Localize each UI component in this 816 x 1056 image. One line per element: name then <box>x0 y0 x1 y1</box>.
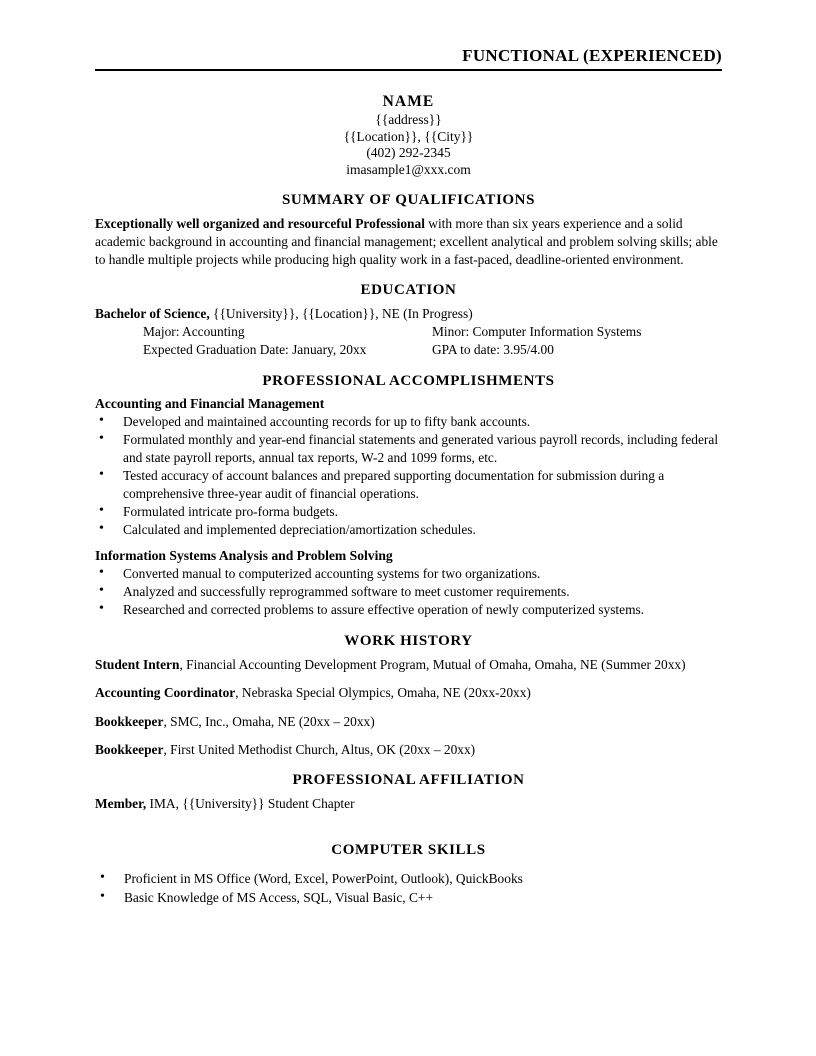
work-history-role: Bookkeeper <box>95 742 164 758</box>
work-history-detail: , First United Methodist Church, Altus, OK (20xx – 20xx) <box>163 742 476 758</box>
work-history-list <box>95 656 722 759</box>
document-type-header: FUNCTIONAL (EXPERIENCED) <box>462 46 722 65</box>
summary-body: with more than six years experience and a solid academic background in accounting and financial management; excellent analytical and problem solving skills; able to handle multiple projects while producing high quality work in a fast-paced, deadline-oriented environment. <box>95 216 718 267</box>
work-history-role: Bookkeeper <box>95 713 164 729</box>
education-major-minor-row <box>95 323 722 341</box>
education-gpa: GPA to date: 3.95/4.00 <box>432 342 554 358</box>
work-history-entry <box>95 684 722 701</box>
contact-address: {{address}} <box>375 112 442 128</box>
section-heading-work-history: WORK HISTORY <box>344 632 473 649</box>
affiliation-entry <box>95 795 722 812</box>
list-item: • Formulated monthly and year-end financial statements and generated various payroll records, including federal and state payroll reports, annual tax reports, W-2 and 1099 forms, etc. <box>95 431 722 467</box>
education-major: Major: Accounting <box>143 324 245 340</box>
list-item: • Developed and maintained accounting records for up to fifty bank accounts. <box>95 413 722 431</box>
education-degree-line <box>95 305 722 323</box>
contact-block <box>95 93 722 179</box>
work-history-entry <box>95 656 722 673</box>
section-heading-affiliation: PROFESSIONAL AFFILIATION <box>292 772 525 789</box>
accomplishments-list-accounting <box>95 413 722 539</box>
section-heading-education: EDUCATION <box>360 282 457 299</box>
education-graduation-date: Expected Graduation Date: January, 20xx <box>143 342 367 358</box>
contact-phone: (402) 292-2345 <box>366 145 451 161</box>
list-item: • Researched and corrected problems to assure effective operation of newly computerized systems. <box>95 601 722 619</box>
spacer <box>95 824 722 828</box>
header-divider <box>95 69 722 71</box>
list-item: • Basic Knowledge of MS Access, SQL, Visual Basic, C++ <box>95 888 722 907</box>
computer-skills-list <box>95 869 722 907</box>
accomplishments-subhead-accounting: Accounting and Financial Management <box>95 396 325 412</box>
education-degree-detail: {{University}}, {{Location}}, NE (In Progress) <box>209 306 473 322</box>
contact-email: imasample1@xxx.com <box>346 161 471 177</box>
education-degree: Bachelor of Science, <box>95 306 210 322</box>
section-heading-computer-skills: COMPUTER SKILLS <box>331 841 486 858</box>
work-history-role: Student Intern <box>95 656 180 672</box>
list-item: • Formulated intricate pro-forma budgets. <box>95 503 722 521</box>
work-history-entry <box>95 713 722 730</box>
list-item: • Converted manual to computerized accounting systems for two organizations. <box>95 565 722 583</box>
list-item: • Calculated and implemented depreciation/amortization schedules. <box>95 521 722 539</box>
accomplishments-list-information-systems <box>95 565 722 619</box>
accomplishments-subhead-information-systems: Information Systems Analysis and Problem Solving <box>95 547 393 563</box>
contact-location-city: {{Location}}, {{City}} <box>343 128 474 144</box>
section-heading-accomplishments: PROFESSIONAL ACCOMPLISHMENTS <box>262 373 555 390</box>
work-history-detail: , SMC, Inc., Omaha, NE (20xx – 20xx) <box>163 713 375 729</box>
education-grad-gpa-row <box>95 341 722 359</box>
work-history-detail: , Nebraska Special Olympics, Omaha, NE (20xx-20xx) <box>235 685 531 701</box>
candidate-name: NAME <box>382 92 435 110</box>
summary-paragraph <box>95 215 722 268</box>
work-history-detail: , Financial Accounting Development Program, Mutual of Omaha, Omaha, NE (Summer 20xx) <box>179 656 686 672</box>
affiliation-role: Member, <box>95 796 147 812</box>
education-minor: Minor: Computer Information Systems <box>432 324 642 340</box>
affiliation-detail: IMA, {{University}} Student Chapter <box>146 796 355 812</box>
list-item: • Analyzed and successfully reprogrammed software to meet customer requirements. <box>95 583 722 601</box>
list-item: • Proficient in MS Office (Word, Excel, PowerPoint, Outlook), QuickBooks <box>95 869 722 888</box>
work-history-entry <box>95 741 722 758</box>
summary-lead: Exceptionally well organized and resourceful Professional <box>95 216 425 232</box>
work-history-role: Accounting Coordinator <box>95 685 236 701</box>
section-heading-summary: SUMMARY OF QUALIFICATIONS <box>281 192 536 209</box>
list-item: • Tested accuracy of account balances and prepared supporting documentation for submission during a comprehensive three-year audit of financial operations. <box>95 467 722 503</box>
